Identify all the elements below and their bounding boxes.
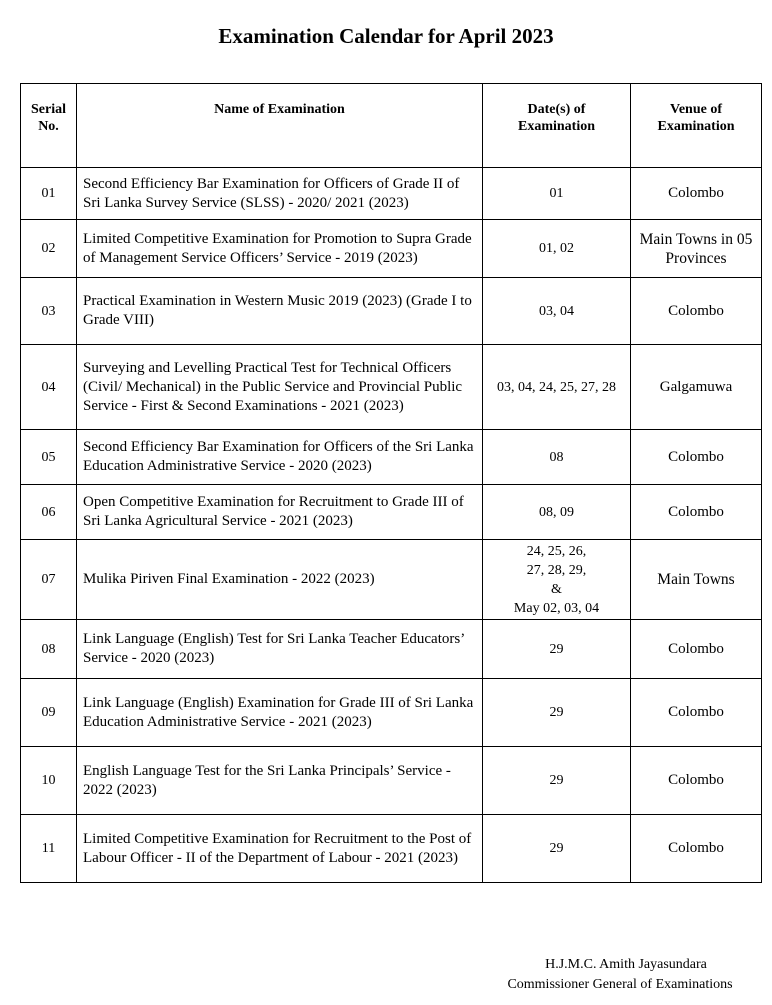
header-serial (21, 84, 77, 168)
dates-cell: 29 (483, 815, 631, 883)
exam-name-cell: Open Competitive Examination for Recruitment to Grade III of Sri Lanka Agricultural Service - 2021 (2023) (77, 485, 483, 540)
venue-cell: Colombo (631, 747, 762, 815)
table-row (21, 278, 762, 345)
serial-cell: 05 (21, 430, 77, 485)
serial-cell: 01 (21, 168, 77, 220)
table-row (21, 747, 762, 815)
header-venue-label: Venue of Examination (657, 102, 735, 134)
table-row (21, 430, 762, 485)
exam-name-cell: Practical Examination in Western Music 2019 (2023) (Grade I to Grade VIII) (77, 278, 483, 345)
exam-name-cell: Link Language (English) Test for Sri Lanka Teacher Educators’ Service - 2020 (2023) (77, 620, 483, 679)
exam-name-cell: Second Efficiency Bar Examination for Officers of the Sri Lanka Education Administrative Service - 2020 (2023) (77, 430, 483, 485)
table-row (21, 168, 762, 220)
dates-cell: 29 (483, 620, 631, 679)
header-name: Name of Examination (77, 84, 483, 168)
signatory-title: Commissioner General of Examinations (507, 977, 733, 992)
serial-cell: 08 (21, 620, 77, 679)
exam-name-cell: English Language Test for the Sri Lanka Principals’ Service - 2022 (2023) (77, 747, 483, 815)
table-row (21, 679, 762, 747)
dates-line: May 02, 03, 04 (513, 600, 600, 616)
page-title: Examination Calendar for April 2023 (218, 24, 554, 48)
serial-cell: 07 (21, 540, 77, 620)
dates-cell: 01, 02 (483, 220, 631, 278)
dates-cell (483, 540, 631, 620)
venue-cell: Colombo (631, 278, 762, 345)
table-row (21, 220, 762, 278)
dates-cell: 08 (483, 430, 631, 485)
serial-cell: 10 (21, 747, 77, 815)
exam-name-cell: Limited Competitive Examination for Recruitment to the Post of Labour Officer - II of the Department of Labour - 2021 (2023) (77, 815, 483, 883)
header-dates (483, 84, 631, 168)
venue-cell: Colombo (631, 815, 762, 883)
serial-cell: 02 (21, 220, 77, 278)
venue-cell: Colombo (631, 679, 762, 747)
dates-cell: 29 (483, 747, 631, 815)
table-row (21, 540, 762, 620)
serial-cell: 04 (21, 345, 77, 430)
table-row (21, 345, 762, 430)
table-row (21, 815, 762, 883)
signatory-name: H.J.M.C. Amith Jayasundara (545, 957, 707, 972)
serial-cell: 03 (21, 278, 77, 345)
header-row (21, 84, 762, 168)
venue-cell: Galgamuwa (631, 345, 762, 430)
header-serial-label: Serial No. (31, 102, 66, 134)
dates-line: & (551, 581, 562, 597)
venue-cell: Main Towns in 05 Provinces (631, 220, 762, 278)
venue-cell: Colombo (631, 485, 762, 540)
serial-cell: 11 (21, 815, 77, 883)
venue-cell: Main Towns (631, 540, 762, 620)
serial-cell: 09 (21, 679, 77, 747)
venue-cell: Colombo (631, 430, 762, 485)
exam-name-cell: Limited Competitive Examination for Promotion to Supra Grade of Management Service Officers’ Service - 2019 (2023) (77, 220, 483, 278)
venue-cell: Colombo (631, 168, 762, 220)
table-row (21, 620, 762, 679)
dates-cell: 03, 04 (483, 278, 631, 345)
header-venue (631, 84, 762, 168)
serial-cell: 06 (21, 485, 77, 540)
exam-name-cell: Mulika Piriven Final Examination - 2022 (2023) (77, 540, 483, 620)
dates-cell: 01 (483, 168, 631, 220)
table-row (21, 485, 762, 540)
exam-name-cell: Surveying and Levelling Practical Test for Technical Officers (Civil/ Mechanical) in the Public Service and Provincial Public Service - First & Second Examinations - 2021 (2023) (77, 345, 483, 430)
venue-cell: Colombo (631, 620, 762, 679)
dates-cell: 03, 04, 24, 25, 27, 28 (483, 345, 631, 430)
dates-cell: 29 (483, 679, 631, 747)
dates-cell: 08, 09 (483, 485, 631, 540)
header-dates-label: Date(s) of Examination (517, 102, 595, 134)
exam-name-cell: Second Efficiency Bar Examination for Officers of Grade II of Sri Lanka Survey Service (SLSS) - 2020/ 2021 (2023) (77, 168, 483, 220)
dates-line: 27, 28, 29, (526, 562, 587, 578)
exam-calendar-table (20, 83, 762, 883)
exam-name-cell: Link Language (English) Examination for Grade III of Sri Lanka Education Administrative Service - 2021 (2023) (77, 679, 483, 747)
dates-line: 24, 25, 26, (526, 543, 587, 559)
